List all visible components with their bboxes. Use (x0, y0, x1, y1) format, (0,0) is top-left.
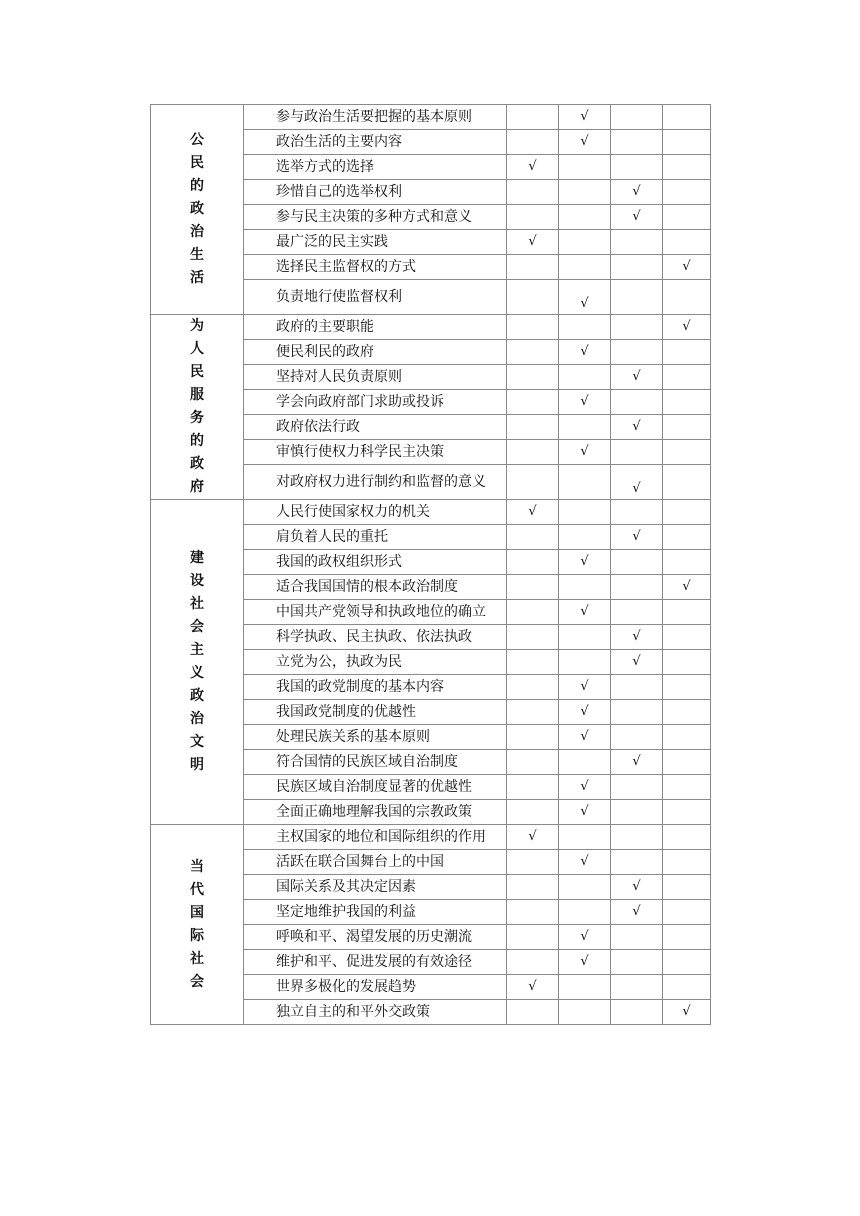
topic-cell: 选择民主监督权的方式 (244, 255, 507, 280)
level-4-cell (663, 825, 711, 850)
check-mark: √ (580, 394, 589, 409)
level-3-cell (611, 925, 663, 950)
level-2-cell (559, 465, 611, 500)
level-1-cell (507, 500, 559, 525)
level-1-cell (507, 390, 559, 415)
level-4-cell (663, 600, 711, 625)
check-mark: √ (580, 729, 589, 744)
check-mark: √ (528, 234, 537, 249)
level-1-cell (507, 1000, 559, 1025)
level-4-cell (663, 465, 711, 500)
level-3-cell (611, 230, 663, 255)
level-4-cell (663, 390, 711, 415)
level-4-cell (663, 975, 711, 1000)
level-4-cell (663, 180, 711, 205)
level-1-cell (507, 975, 559, 1000)
level-1-cell (507, 205, 559, 230)
check-mark: √ (528, 829, 537, 844)
level-2-cell (559, 975, 611, 1000)
topic-cell: 呼唤和平、渴望发展的历史潮流 (244, 925, 507, 950)
topic-cell: 学会向政府部门求助或投诉 (244, 390, 507, 415)
level-4-cell (663, 340, 711, 365)
level-3-cell (611, 800, 663, 825)
level-4-cell (663, 130, 711, 155)
check-mark: √ (580, 929, 589, 944)
level-3-cell (611, 130, 663, 155)
table-row (151, 500, 711, 525)
section-title (151, 105, 244, 315)
level-4-cell (663, 315, 711, 340)
level-4-cell (663, 925, 711, 950)
level-2-cell (559, 950, 611, 975)
level-1-cell (507, 230, 559, 255)
level-1-cell (507, 180, 559, 205)
check-mark: √ (632, 369, 641, 384)
level-3-cell (611, 205, 663, 230)
check-mark: √ (632, 754, 641, 769)
check-mark: √ (632, 904, 641, 919)
level-2-cell (559, 700, 611, 725)
topic-cell: 符合国情的民族区域自治制度 (244, 750, 507, 775)
level-4-cell (663, 800, 711, 825)
level-3-cell (611, 775, 663, 800)
level-1-cell (507, 130, 559, 155)
topic-cell: 最广泛的民主实践 (244, 230, 507, 255)
topic-cell: 适合我国国情的根本政治制度 (244, 575, 507, 600)
check-mark: √ (580, 779, 589, 794)
level-2-cell (559, 525, 611, 550)
topic-cell: 负责地行使监督权利 (244, 280, 507, 315)
level-4-cell (663, 850, 711, 875)
level-1-cell (507, 700, 559, 725)
topic-cell: 珍惜自己的选举权利 (244, 180, 507, 205)
topic-cell: 肩负着人民的重托 (244, 525, 507, 550)
check-mark: √ (580, 604, 589, 619)
level-4-cell (663, 650, 711, 675)
topic-cell: 我国政党制度的优越性 (244, 700, 507, 725)
level-3-cell (611, 650, 663, 675)
check-mark: √ (682, 319, 691, 334)
topic-cell: 维护和平、促进发展的有效途径 (244, 950, 507, 975)
level-4-cell (663, 415, 711, 440)
topic-cell: 全面正确地理解我国的宗教政策 (244, 800, 507, 825)
topic-cell: 人民行使国家权力的机关 (244, 500, 507, 525)
topic-cell: 处理民族关系的基本原则 (244, 725, 507, 750)
level-2-cell (559, 315, 611, 340)
level-2-cell (559, 500, 611, 525)
level-1-cell (507, 105, 559, 130)
topic-cell: 我国的政权组织形式 (244, 550, 507, 575)
level-3-cell (611, 725, 663, 750)
check-mark: √ (632, 481, 641, 496)
level-2-cell (559, 365, 611, 390)
level-1-cell (507, 550, 559, 575)
level-2-cell (559, 775, 611, 800)
level-1-cell (507, 465, 559, 500)
level-4-cell (663, 525, 711, 550)
topic-cell: 参与民主决策的多种方式和意义 (244, 205, 507, 230)
level-3-cell (611, 675, 663, 700)
level-3-cell (611, 280, 663, 315)
level-3-cell (611, 950, 663, 975)
level-2-cell (559, 650, 611, 675)
level-1-cell (507, 600, 559, 625)
check-mark: √ (580, 109, 589, 124)
level-1-cell (507, 725, 559, 750)
level-2-cell (559, 280, 611, 315)
level-4-cell (663, 875, 711, 900)
level-4-cell (663, 575, 711, 600)
level-3-cell (611, 365, 663, 390)
level-2-cell (559, 105, 611, 130)
section-title (151, 500, 244, 825)
level-4-cell (663, 900, 711, 925)
level-1-cell (507, 850, 559, 875)
table-row (151, 105, 711, 130)
level-1-cell (507, 315, 559, 340)
level-3-cell (611, 550, 663, 575)
level-1-cell (507, 525, 559, 550)
level-3-cell (611, 525, 663, 550)
level-3-cell (611, 390, 663, 415)
level-4-cell (663, 700, 711, 725)
level-3-cell (611, 500, 663, 525)
syllabus-table (150, 104, 711, 1025)
level-2-cell (559, 925, 611, 950)
level-2-cell (559, 440, 611, 465)
level-2-cell (559, 850, 611, 875)
check-mark: √ (632, 529, 641, 544)
topic-cell: 坚定地维护我国的利益 (244, 900, 507, 925)
level-4-cell (663, 155, 711, 180)
topic-cell: 审慎行使权力科学民主决策 (244, 440, 507, 465)
level-1-cell (507, 280, 559, 315)
level-3-cell (611, 155, 663, 180)
level-2-cell (559, 180, 611, 205)
topic-cell: 政治生活的主要内容 (244, 130, 507, 155)
level-1-cell (507, 365, 559, 390)
check-mark: √ (632, 629, 641, 644)
check-mark: √ (682, 259, 691, 274)
level-4-cell (663, 775, 711, 800)
topic-cell: 中国共产党领导和执政地位的确立 (244, 600, 507, 625)
check-mark: √ (580, 854, 589, 869)
level-1-cell (507, 575, 559, 600)
level-1-cell (507, 340, 559, 365)
check-mark: √ (528, 979, 537, 994)
level-4-cell (663, 205, 711, 230)
level-2-cell (559, 800, 611, 825)
topic-cell: 政府依法行政 (244, 415, 507, 440)
level-3-cell (611, 415, 663, 440)
level-4-cell (663, 1000, 711, 1025)
level-1-cell (507, 750, 559, 775)
level-3-cell (611, 315, 663, 340)
level-2-cell (559, 575, 611, 600)
level-3-cell (611, 340, 663, 365)
topic-cell: 民族区域自治制度显著的优越性 (244, 775, 507, 800)
level-4-cell (663, 950, 711, 975)
level-4-cell (663, 280, 711, 315)
level-3-cell (611, 875, 663, 900)
level-3-cell (611, 975, 663, 1000)
level-4-cell (663, 725, 711, 750)
level-3-cell (611, 575, 663, 600)
topic-cell: 立党为公，执政为民 (244, 650, 507, 675)
check-mark: √ (580, 704, 589, 719)
level-2-cell (559, 825, 611, 850)
level-3-cell (611, 850, 663, 875)
level-1-cell (507, 775, 559, 800)
level-1-cell (507, 875, 559, 900)
level-3-cell (611, 180, 663, 205)
level-2-cell (559, 415, 611, 440)
level-3-cell (611, 255, 663, 280)
level-2-cell (559, 600, 611, 625)
level-1-cell (507, 925, 559, 950)
check-mark: √ (580, 344, 589, 359)
check-mark: √ (580, 554, 589, 569)
section-title-text: 建设社会主义政治文明 (190, 550, 204, 773)
check-mark: √ (528, 159, 537, 174)
level-3-cell (611, 625, 663, 650)
level-1-cell (507, 900, 559, 925)
level-2-cell (559, 900, 611, 925)
level-3-cell (611, 750, 663, 775)
topic-cell: 世界多极化的发展趋势 (244, 975, 507, 1000)
check-mark: √ (632, 419, 641, 434)
topic-cell: 参与政治生活要把握的基本原则 (244, 105, 507, 130)
level-4-cell (663, 675, 711, 700)
check-mark: √ (580, 134, 589, 149)
level-1-cell (507, 950, 559, 975)
level-4-cell (663, 255, 711, 280)
level-2-cell (559, 625, 611, 650)
topic-cell: 坚持对人民负责原则 (244, 365, 507, 390)
check-mark: √ (580, 444, 589, 459)
topic-cell: 活跃在联合国舞台上的中国 (244, 850, 507, 875)
level-1-cell (507, 415, 559, 440)
level-2-cell (559, 255, 611, 280)
check-mark: √ (682, 579, 691, 594)
section-title-text: 为人民服务的政府 (190, 318, 204, 495)
level-4-cell (663, 500, 711, 525)
level-3-cell (611, 900, 663, 925)
level-2-cell (559, 155, 611, 180)
section-title-text: 公民的政治生活 (190, 132, 204, 286)
check-mark: √ (682, 1004, 691, 1019)
check-mark: √ (632, 879, 641, 894)
level-2-cell (559, 550, 611, 575)
level-1-cell (507, 255, 559, 280)
level-1-cell (507, 650, 559, 675)
level-1-cell (507, 675, 559, 700)
topic-cell: 主权国家的地位和国际组织的作用 (244, 825, 507, 850)
level-1-cell (507, 825, 559, 850)
check-mark: √ (580, 954, 589, 969)
level-4-cell (663, 550, 711, 575)
level-2-cell (559, 1000, 611, 1025)
check-mark: √ (580, 296, 589, 311)
topic-cell: 独立自主的和平外交政策 (244, 1000, 507, 1025)
level-2-cell (559, 230, 611, 255)
topic-cell: 我国的政党制度的基本内容 (244, 675, 507, 700)
section-title (151, 825, 244, 1025)
level-3-cell (611, 465, 663, 500)
level-2-cell (559, 340, 611, 365)
level-4-cell (663, 230, 711, 255)
table-row (151, 825, 711, 850)
topic-cell: 选举方式的选择 (244, 155, 507, 180)
section-title (151, 315, 244, 500)
topic-cell: 对政府权力进行制约和监督的意义 (244, 465, 507, 500)
level-1-cell (507, 440, 559, 465)
section-title-text: 当代国际社会 (190, 858, 204, 990)
level-3-cell (611, 825, 663, 850)
level-3-cell (611, 105, 663, 130)
level-2-cell (559, 750, 611, 775)
check-mark: √ (632, 209, 641, 224)
level-4-cell (663, 440, 711, 465)
level-2-cell (559, 675, 611, 700)
table-row (151, 315, 711, 340)
level-3-cell (611, 1000, 663, 1025)
check-mark: √ (580, 679, 589, 694)
topic-cell: 国际关系及其决定因素 (244, 875, 507, 900)
check-mark: √ (528, 504, 537, 519)
table-body (151, 105, 711, 1025)
level-1-cell (507, 155, 559, 180)
level-2-cell (559, 390, 611, 415)
level-3-cell (611, 600, 663, 625)
level-1-cell (507, 625, 559, 650)
level-4-cell (663, 750, 711, 775)
level-2-cell (559, 725, 611, 750)
topic-cell: 政府的主要职能 (244, 315, 507, 340)
check-mark: √ (632, 654, 641, 669)
level-1-cell (507, 800, 559, 825)
level-4-cell (663, 625, 711, 650)
topic-cell: 便民利民的政府 (244, 340, 507, 365)
check-mark: √ (580, 804, 589, 819)
check-mark: √ (632, 184, 641, 199)
level-2-cell (559, 130, 611, 155)
level-4-cell (663, 365, 711, 390)
level-3-cell (611, 700, 663, 725)
level-4-cell (663, 105, 711, 130)
topic-cell: 科学执政、民主执政、依法执政 (244, 625, 507, 650)
level-2-cell (559, 205, 611, 230)
level-2-cell (559, 875, 611, 900)
level-3-cell (611, 440, 663, 465)
